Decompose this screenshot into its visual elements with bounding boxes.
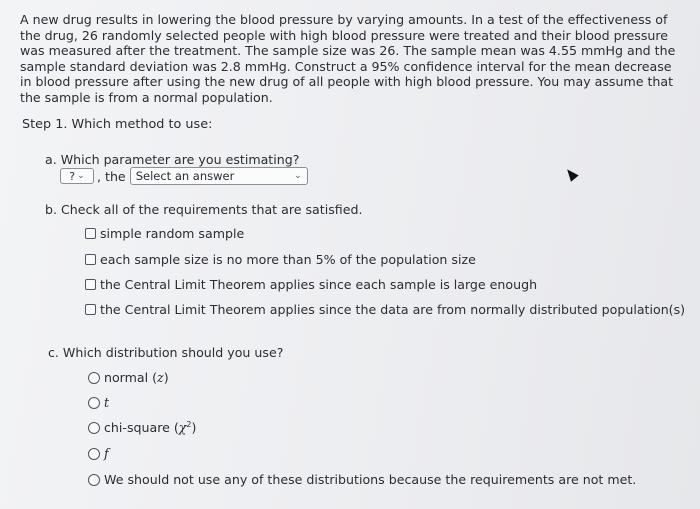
step-title: Step 1. Which method to use: — [22, 117, 213, 132]
distribution-radio-f[interactable] — [88, 446, 109, 461]
parameter-symbol-value: ? — [69, 169, 76, 183]
parameter-symbol-select[interactable] — [60, 168, 94, 184]
distribution-radio-normal[interactable] — [88, 370, 169, 385]
part-c-label: c. Which distribution should you use? — [48, 345, 284, 360]
parameter-answer-placeholder: Select an answer — [135, 169, 235, 183]
radio-icon[interactable] — [88, 474, 100, 486]
radio-icon[interactable] — [88, 422, 100, 434]
distribution-radio-t[interactable] — [88, 395, 109, 410]
the-text: , the — [97, 168, 126, 184]
part-a-row — [60, 167, 308, 185]
problem-statement: A new drug results in lowering the blood pressure by varying amounts. In a test of the effectiveness of the drug, 26 randomly selected people with high blood pressure were treated and their blood pressure was measured after the treatment. The sample size was 26. The sample mean was 4.55 mmHg and the sample standard deviation was 2.8 mmHg. Construct a 95% confidence interval for the mean decrease in blood pressure after using the new drug of all people with high blood pressure. You may assume that the sample is from a normal population. — [20, 12, 676, 105]
requirement-label: the Central Limit Theorem applies since each sample is large enough — [100, 277, 538, 292]
radio-icon[interactable] — [88, 372, 100, 384]
requirement-checkbox-2[interactable] — [85, 252, 476, 267]
radio-icon[interactable] — [88, 397, 100, 409]
requirement-label: each sample size is no more than 5% of the population size — [100, 252, 476, 267]
radio-label: chi-square $(\chi^2)$ — [104, 420, 197, 436]
requirement-label: the Central Limit Theorem applies since the data are from normally distributed population(s) — [100, 302, 686, 317]
requirement-checkbox-4[interactable] — [85, 302, 685, 317]
radio-label: normal (z) — [104, 370, 169, 385]
chevron-down-icon: ⌄ — [294, 171, 302, 181]
requirement-checkbox-1[interactable] — [85, 226, 244, 241]
radio-icon[interactable] — [88, 448, 100, 460]
part-b-label: b. Check all of the requirements that are satisfied. — [45, 202, 363, 217]
radio-label: We should not use any of these distributions because the requirements are not met. — [104, 472, 637, 487]
checkbox-icon[interactable] — [85, 279, 96, 290]
distribution-radio-none[interactable] — [88, 472, 636, 487]
checkbox-icon[interactable] — [85, 228, 96, 239]
checkbox-icon[interactable] — [85, 304, 96, 315]
checkbox-icon[interactable] — [85, 254, 96, 265]
chevron-down-icon: ⌄ — [77, 171, 85, 181]
requirement-label: simple random sample — [100, 226, 245, 241]
parameter-answer-select[interactable] — [130, 167, 308, 185]
requirement-checkbox-3[interactable] — [85, 277, 537, 292]
radio-label: f — [104, 446, 109, 461]
radio-label: t — [104, 395, 110, 410]
distribution-radio-chi-square[interactable] — [88, 420, 196, 435]
part-a-label: a. Which parameter are you estimating? — [45, 152, 300, 167]
mouse-cursor-icon — [563, 166, 578, 182]
